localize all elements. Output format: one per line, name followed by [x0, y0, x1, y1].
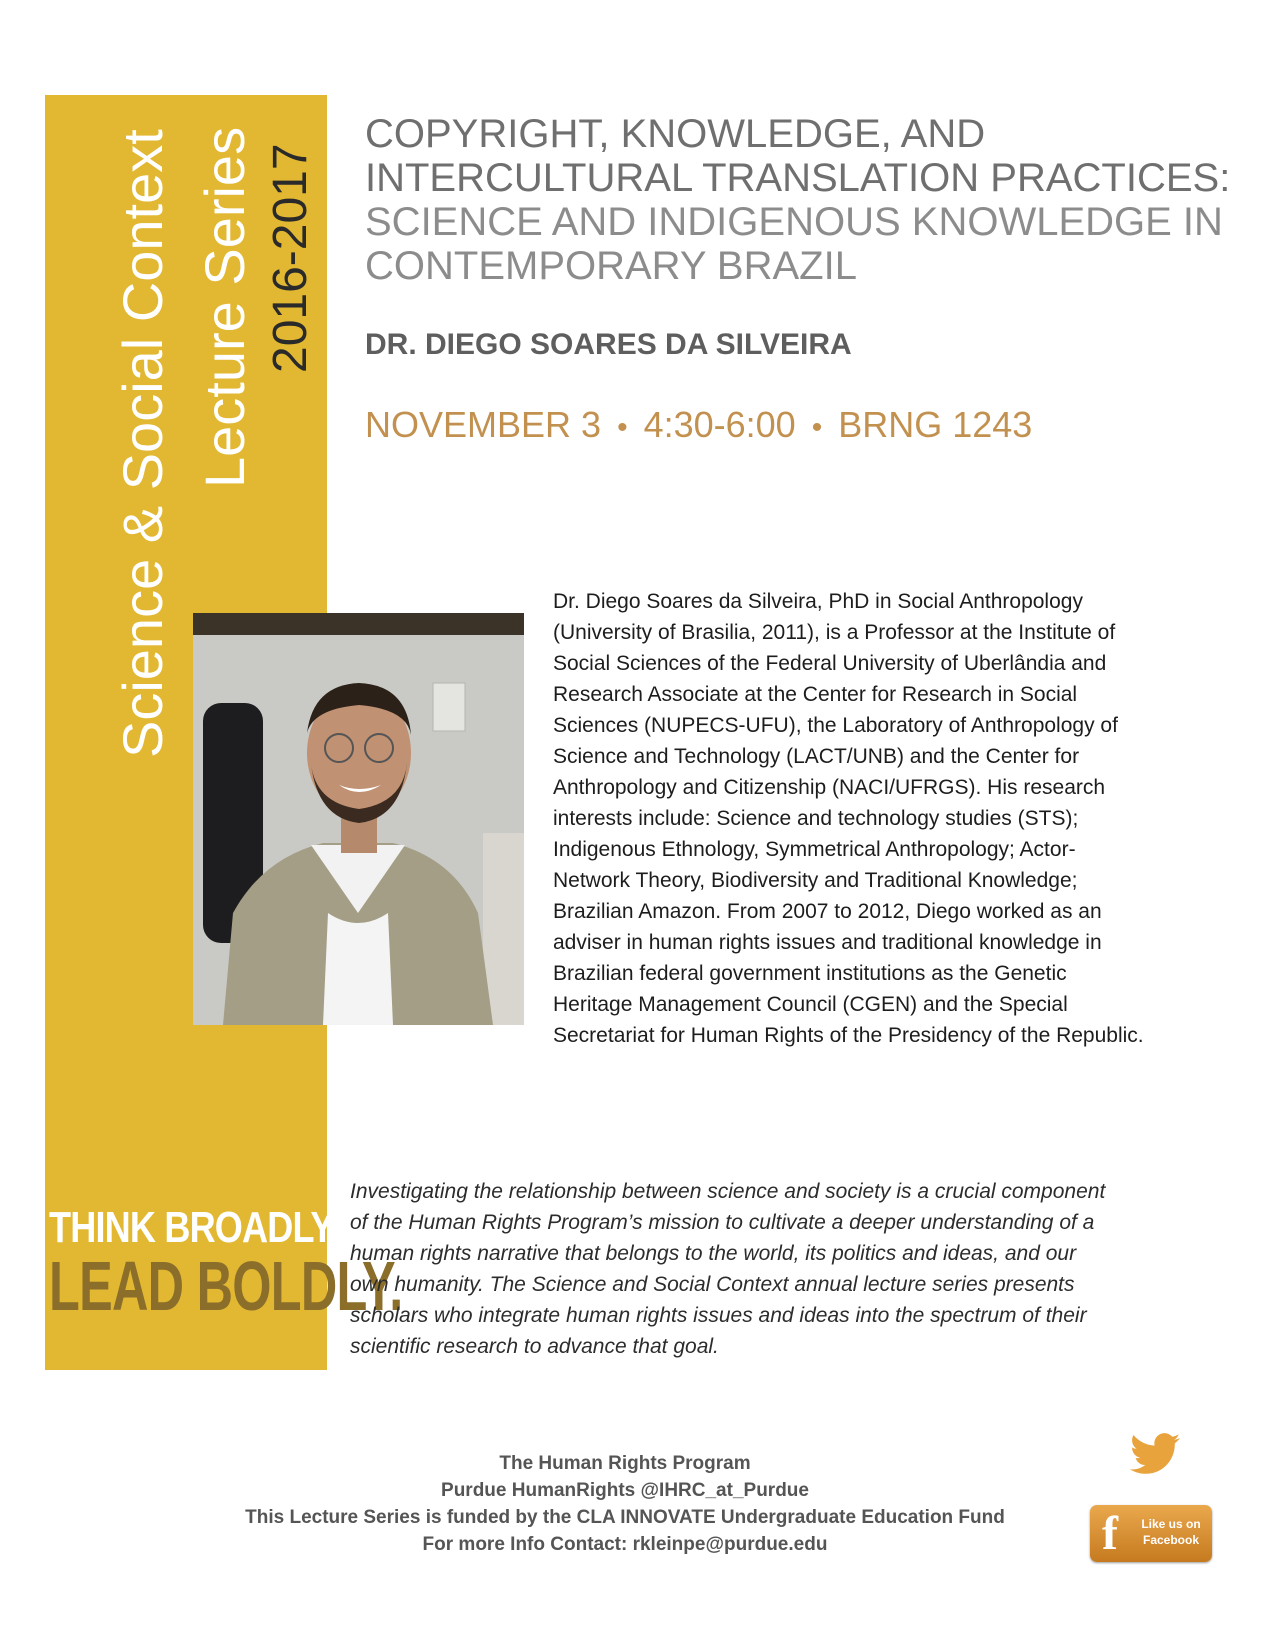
event-time: 4:30-6:00	[643, 404, 796, 445]
bio-line: interests include: Science and technology studies (STS);	[553, 807, 1079, 830]
mission-line: scholars who integrate human rights issues and ideas into the spectrum of their	[350, 1304, 1087, 1327]
subtitle-line1: SCIENCE AND INDIGENOUS KNOWLEDGE IN	[365, 200, 1223, 244]
mission-line: own humanity. The Science and Social Context annual lecture series presents	[350, 1273, 1075, 1296]
subtitle-line2: CONTEMPORARY BRAZIL	[365, 244, 857, 288]
series-title-line2: Lecture Series	[193, 126, 256, 488]
speaker-portrait-icon	[193, 613, 524, 1025]
bio-line: Network Theory, Biodiversity and Traditional Knowledge;	[553, 869, 1078, 892]
bio-line: (University of Brasilia, 2011), is a Professor at the Institute of	[553, 621, 1116, 644]
separator-dot: •	[617, 411, 628, 444]
series-title-line1: Science & Social Context	[111, 129, 174, 758]
event-date: NOVEMBER 3	[365, 404, 602, 445]
mission-statement	[350, 1176, 1200, 1362]
facebook-label-line2: Facebook	[1142, 1533, 1199, 1547]
speaker-name: DR. DIEGO SOARES DA SILVEIRA	[365, 328, 852, 361]
event-details	[365, 405, 1032, 448]
facebook-like-button[interactable]	[1090, 1505, 1212, 1562]
speaker-photo	[193, 613, 524, 1025]
bio-line: Anthropology and Citizenship (NACI/UFRGS). His research	[553, 776, 1106, 799]
slogan-line2: LEAD BOLDLY.	[49, 1247, 403, 1325]
bio-line: adviser in human rights issues and traditional knowledge in	[553, 931, 1102, 954]
bio-line: Social Sciences of the Federal University of Uberlândia and	[553, 652, 1107, 675]
contact-email[interactable]: For more Info Contact: rkleinpe@purdue.edu	[422, 1534, 828, 1555]
bio-line: Science and Technology (LACT/UNB) and the Center for	[553, 745, 1080, 768]
event-location: BRNG 1243	[838, 404, 1033, 445]
speaker-bio	[553, 586, 1243, 1051]
bio-line: Research Associate at the Center for Research in Social	[553, 683, 1078, 706]
bio-line: Heritage Management Council (CGEN) and the Special	[553, 993, 1068, 1016]
series-years: 2016-2017	[264, 143, 317, 373]
bio-line: Brazilian federal government institutions as the Genetic	[553, 962, 1067, 985]
facebook-icon: f	[1102, 1507, 1118, 1560]
separator-dot: •	[811, 411, 823, 444]
title-line2: INTERCULTURAL TRANSLATION PRACTICES:	[365, 156, 1231, 200]
mission-line: Investigating the relationship between science and society is a crucial component	[350, 1180, 1106, 1203]
slogan	[49, 1203, 403, 1325]
program-name: The Human Rights Program	[499, 1453, 751, 1474]
mission-line: scientific research to advance that goal.	[350, 1335, 719, 1358]
mission-line: of the Human Rights Program’s mission to cultivate a deeper understanding of a	[350, 1211, 1095, 1234]
bio-line: Secretariat for Human Rights of the Presidency of the Republic.	[553, 1024, 1144, 1047]
facebook-label	[1134, 1516, 1208, 1548]
social-handles: Purdue HumanRights @IHRC_at_Purdue	[441, 1480, 809, 1501]
title-line1: COPYRIGHT, KNOWLEDGE, AND	[365, 112, 986, 156]
bio-line: Dr. Diego Soares da Silveira, PhD in Social Anthropology	[553, 590, 1083, 613]
facebook-label-line1: Like us on	[1141, 1517, 1201, 1531]
slogan-line1: THINK BROADLY.	[49, 1203, 339, 1252]
bio-line: Sciences (NUPECS-UFU), the Laboratory of Anthropology of	[553, 714, 1118, 737]
twitter-bird-icon[interactable]	[1130, 1432, 1180, 1476]
funding-note: This Lecture Series is funded by the CLA INNOVATE Undergraduate Education Fund	[245, 1507, 1005, 1528]
mission-line: human rights narrative that belongs to the world, its politics and ideas, and our	[350, 1242, 1077, 1265]
bio-line: Indigenous Ethnology, Symmetrical Anthropology; Actor-	[553, 838, 1076, 861]
lecture-title	[365, 112, 1245, 288]
bio-line: Brazilian Amazon. From 2007 to 2012, Diego worked as an	[553, 900, 1102, 923]
footer-info	[200, 1450, 1050, 1558]
